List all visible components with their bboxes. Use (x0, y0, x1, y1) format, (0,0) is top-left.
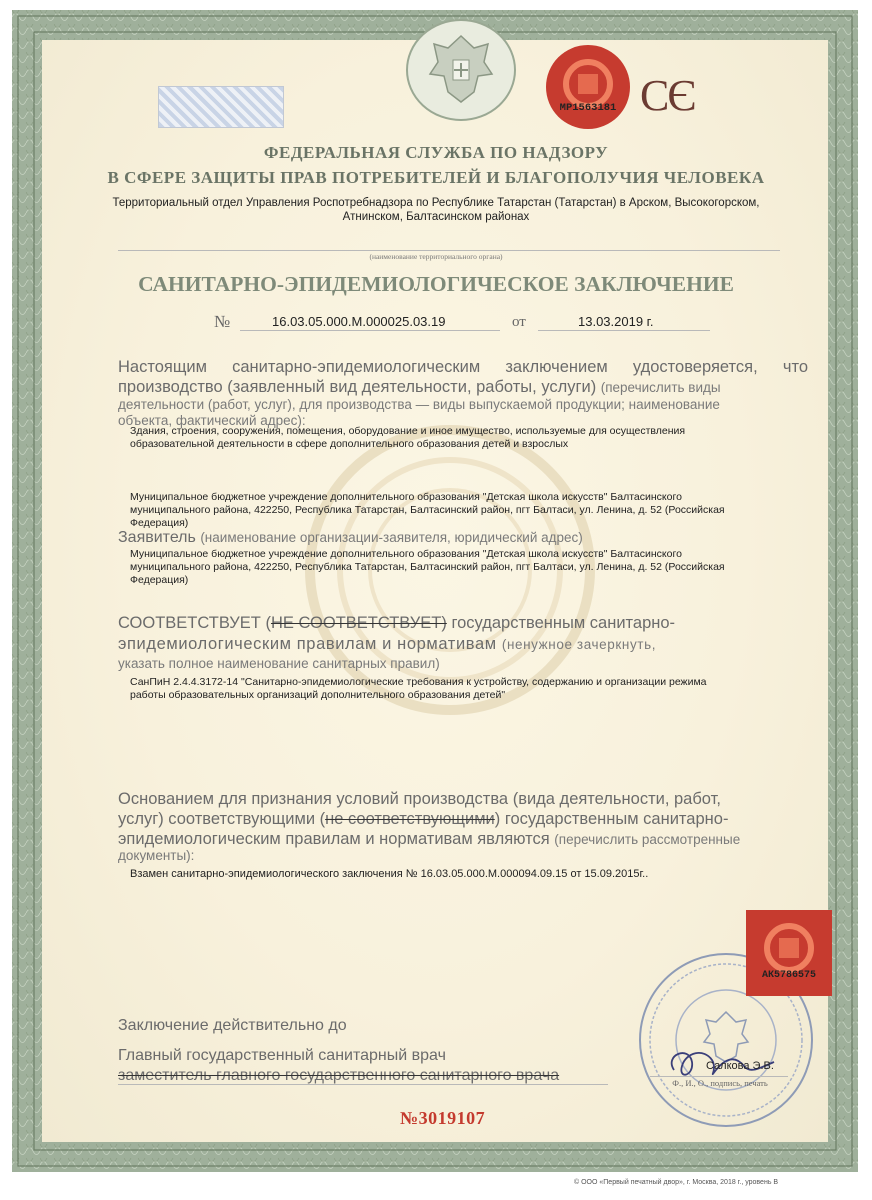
date-label: от (512, 314, 526, 330)
certificate-date: 13.03.2019 г. (578, 314, 654, 329)
agency-name-line2: В СФЕРЕ ЗАЩИТЫ ПРАВ ПОТРЕБИТЕЛЕЙ И БЛАГОПОЛУЧИЯ ЧЕЛОВЕКА (107, 168, 765, 187)
deputy-doctor-title: заместитель главного государственного санитарного врача (118, 1067, 560, 1084)
hologram-sticker-code: АК5786575 (761, 970, 816, 981)
territorial-organ-line2: Атнинском, Балтасинском районах (342, 211, 530, 223)
basis-document: Взамен санитарно-эпидемиологического заключения № 16.03.05.000.М.000094.09.15 от 15.09.2015г.. (130, 868, 649, 880)
applicant-line2: муниципального района, 422250, Республика Татарстан, Балтасинский район, пгт Балтаси, ул. Ленина, д. 52 (Российская (130, 561, 725, 573)
applicant-line3: Федерация) (130, 574, 189, 586)
certificate-number: 16.03.05.000.М.000025.03.19 (272, 314, 446, 329)
hologram-seal-icon (545, 44, 631, 130)
object-line1: Здания, строения, сооружения, помещения, оборудование и иное имущество, используемые для осуществления (130, 425, 686, 437)
basis-line3: эпидемиологическим правилам и нормативам являются (перечислить рассмотренные (118, 830, 741, 848)
document-title: САНИТАРНО-ЭПИДЕМИОЛОГИЧЕСКОЕ ЗАКЛЮЧЕНИЕ (138, 272, 734, 296)
applicant-heading: Заявитель (наименование организации-заявителя, юридический адрес) (118, 529, 583, 546)
applicant-line1: Муниципальное бюджетное учреждение дополнительного образования "Детская школа искусств" Балтасинского (130, 548, 682, 560)
chief-doctor-title: Главный государственный санитарный врач (118, 1047, 446, 1064)
object-address-line1: Муниципальное бюджетное учреждение дополнительного образования "Детская школа искусств" Балтасинского (130, 491, 682, 503)
printer-note: © ООО «Первый печатный двор», г. Москва, 2018 г., уровень В (574, 1179, 779, 1186)
compliance-line3: указать полное наименование санитарных правил) (118, 656, 440, 671)
number-label: № (214, 312, 231, 331)
signatory-name: Салкова Э.В. (706, 1060, 774, 1072)
rules-line2: работы образовательных организаций дополнительного образования детей" (130, 689, 506, 701)
object-address-line2: муниципального района, 422250, Республика Татарстан, Балтасинский район, пгт Балтаси, ул. Ленина, д. 52 (Российская (130, 504, 725, 516)
certify-line1: Настоящим санитарно-эпидемиологическим заключением удостоверяется, что (118, 358, 808, 376)
coat-of-arms-icon (404, 18, 518, 122)
certify-line3: деятельности (работ, услуг), для производства — виды выпускаемой продукции; наименование (118, 397, 720, 412)
certify-line2: производство (заявленный вид деятельности, работы, услуги) (перечислить виды (118, 378, 721, 396)
conformity-mark-icon: СЄ (640, 71, 695, 120)
basis-line2: услуг) соответствующими (не соответствующими) государственным санитарно- (118, 810, 729, 828)
validity-label: Заключение действительно до (118, 1017, 347, 1034)
hologram-code: МР1563181 (559, 102, 617, 114)
organ-caption: (наименование территориального органа) (369, 252, 503, 261)
compliance-line2: эпидемиологическим правилам и нормативам (ненужное зачеркнуть, (118, 635, 657, 653)
basis-line4: документы): (118, 848, 195, 863)
certify-line4: объекта, фактический адрес): (118, 413, 306, 428)
serial-number: №3019107 (400, 1108, 486, 1128)
hologram-sticker-icon (746, 910, 832, 996)
basis-line1: Основанием для признания условий производства (вида деятельности, работ, (118, 790, 721, 808)
object-address-line3: Федерация) (130, 517, 189, 529)
object-line2: образовательной деятельности в сфере дополнительного образования детей и взрослых (130, 438, 569, 450)
rules-line1: СанПиН 2.4.4.3172-14 "Санитарно-эпидемиологические требования к устройству, содержанию и организации режима (130, 676, 707, 688)
agency-name-line1: ФЕДЕРАЛЬНАЯ СЛУЖБА ПО НАДЗОРУ (263, 143, 609, 162)
signature-caption: Ф., И., О., подпись, печать (672, 1078, 768, 1088)
compliance-line1: СООТВЕТСТВУЕТ (НЕ СООТВЕТСТВУЕТ) государственным санитарно- (118, 614, 676, 632)
territorial-organ-line1: Территориальный отдел Управления Роспотребнадзора по Республике Татарстан (Татарстан) в Арском, Высокогорском, (112, 197, 760, 209)
security-hologram-strip (158, 86, 284, 128)
